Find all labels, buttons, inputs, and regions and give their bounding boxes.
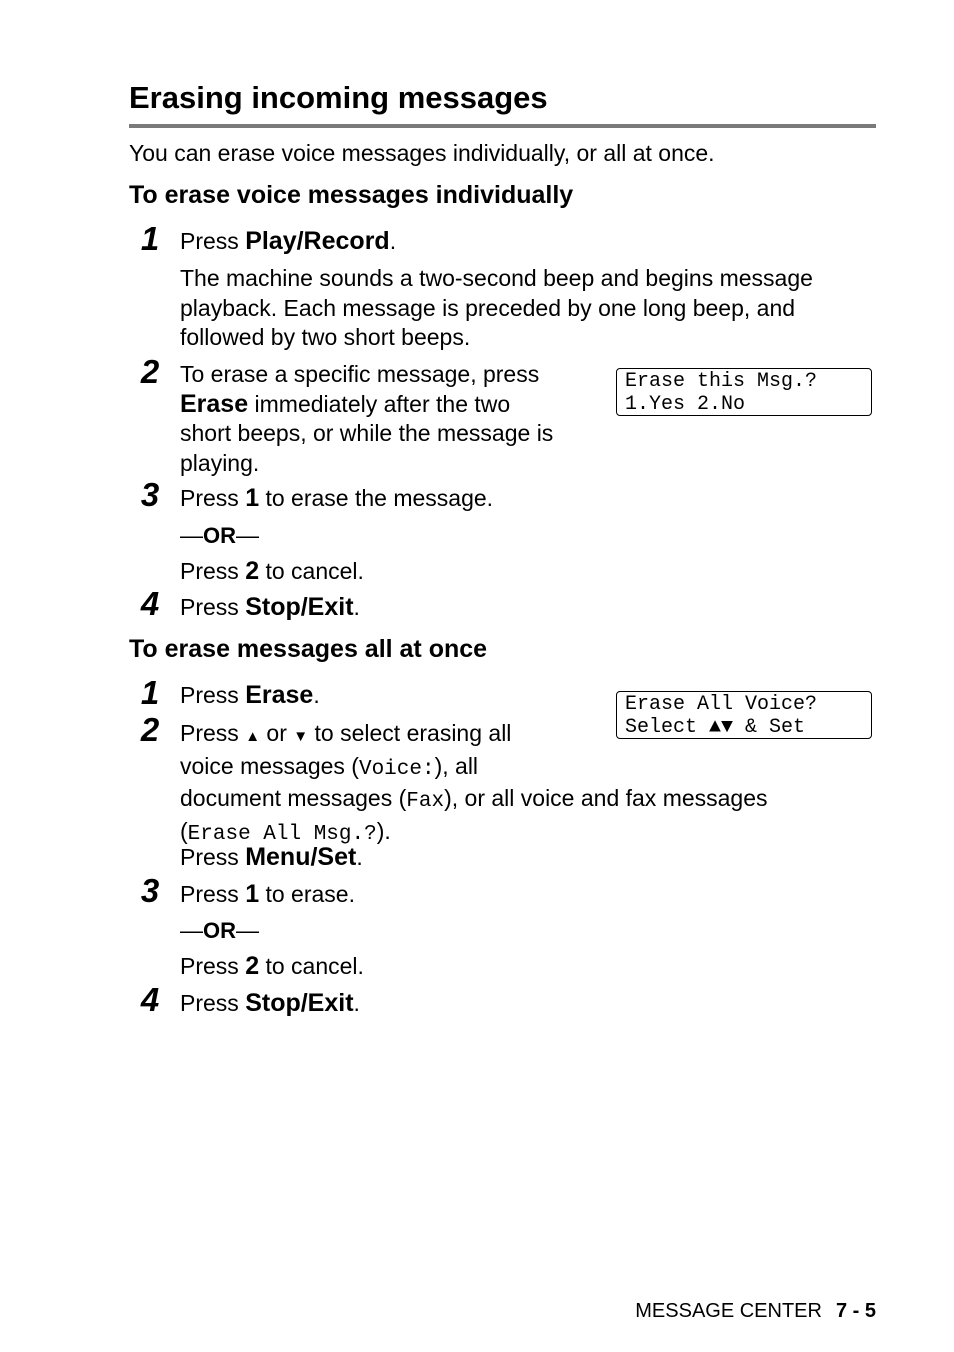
step-text: Press ▲ or ▼ to select erasing all voice messages (Voice:), all document messages (Fax), or all voice and fax messages (Erase All Msg.?). <box>180 720 768 846</box>
step-number: 3 <box>140 872 160 909</box>
page-title: Erasing incoming messages <box>129 80 548 115</box>
step-text: Press Menu/Set. <box>180 843 363 871</box>
up-arrow-icon: ▲ <box>245 728 261 745</box>
step-alt-text: Press 2 to cancel. <box>180 557 364 585</box>
step-number: 4 <box>140 585 160 622</box>
step-number: 2 <box>140 353 160 390</box>
step-text: Press Play/Record. <box>180 227 397 255</box>
lcd-display: Erase All Voice? Select ▲▼ & Set <box>616 691 872 739</box>
step-number: 1 <box>140 674 160 711</box>
or-separator: —OR— <box>180 522 259 548</box>
down-arrow-icon: ▼ <box>293 728 309 745</box>
step-text: Press Erase. <box>180 681 320 709</box>
or-separator: —OR— <box>180 917 259 943</box>
step-number: 4 <box>140 981 160 1018</box>
step-number: 1 <box>140 220 160 257</box>
step-description: The machine sounds a two-second beep and begins message playback. Each message is preceded by one long beep, and followed by two short beeps. <box>180 265 813 350</box>
step-alt-text: Press 2 to cancel. <box>180 952 364 980</box>
lcd-display: Erase this Msg.? 1.Yes 2.No <box>616 368 872 416</box>
step-number: 3 <box>140 476 160 513</box>
intro-text: You can erase voice messages individually, or all at once. <box>129 140 715 166</box>
step-text: To erase a specific message, press Erase immediately after the two short beeps, or while the message is playing. <box>180 361 554 476</box>
page-number: 7 - 5 <box>835 1300 876 1322</box>
section-heading-all-at-once: To erase messages all at once <box>129 635 488 663</box>
step-text: Press 1 to erase. <box>180 880 355 908</box>
section-heading-individually: To erase voice messages individually <box>129 181 574 209</box>
step-text: Press Stop/Exit. <box>180 593 360 621</box>
step-text: Press Stop/Exit. <box>180 989 360 1017</box>
title-rule <box>129 124 876 128</box>
step-text: Press 1 to erase the message. <box>180 484 494 512</box>
page-footer <box>635 1300 876 1323</box>
step-number: 2 <box>140 711 160 748</box>
footer-section: MESSAGE CENTER <box>635 1300 822 1322</box>
